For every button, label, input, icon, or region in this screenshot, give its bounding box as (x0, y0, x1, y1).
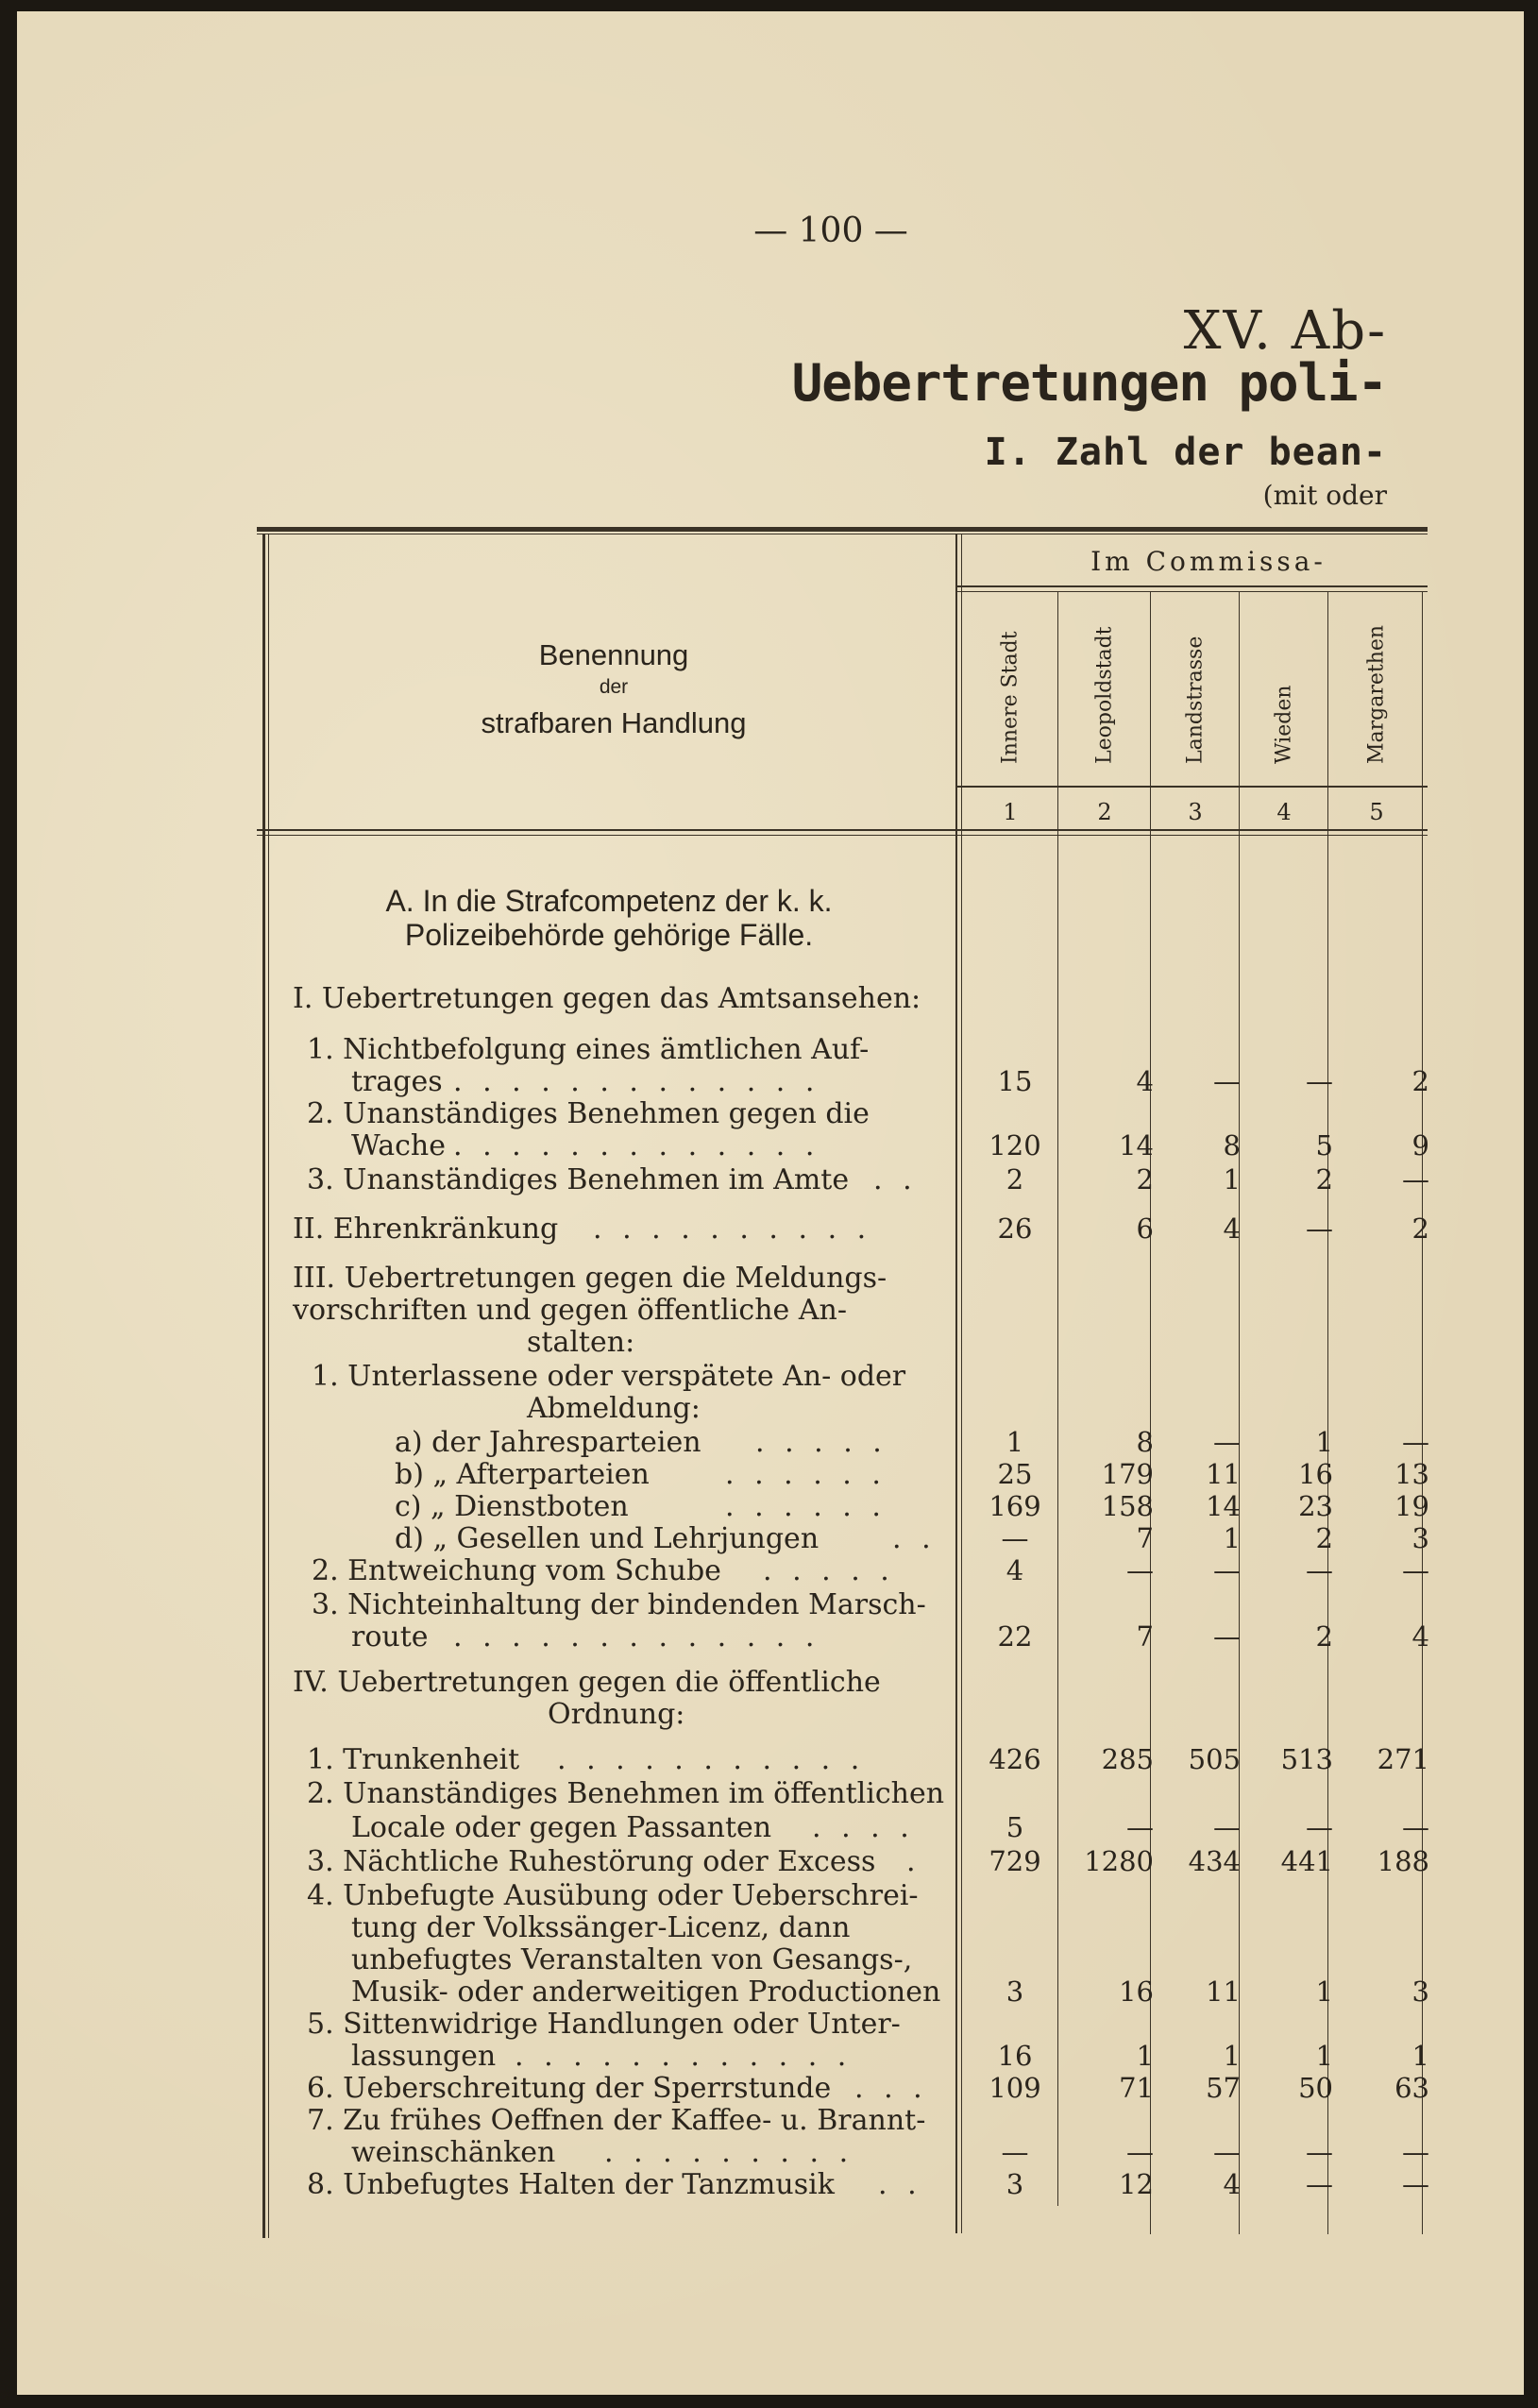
column-number: 1 (1003, 799, 1018, 825)
cell: 4 (1223, 1212, 1241, 1245)
row-label: 8. Unbefugtes Halten der Tanzmusik (307, 2168, 835, 2201)
row-label: 1. Trunkenheit (307, 1743, 520, 1776)
row-label: b) „ Afterparteien (395, 1458, 650, 1491)
cell: 1 (1315, 1976, 1333, 2008)
row-label: 1. Nichtbefolgung eines ämtlichen Auf- (307, 1033, 870, 1066)
row-label: lassungen (351, 2040, 497, 2073)
column-header-margarethen: Margarethen (1364, 624, 1389, 764)
group-heading: I. Uebertretungen gegen das Amtsansehen: (293, 982, 921, 1015)
cell: 57 (1206, 2072, 1241, 2104)
table-row (0, 1522, 1538, 1554)
column-number: 3 (1188, 799, 1203, 825)
cell: — (1213, 1065, 1241, 1097)
cell: — (1306, 1212, 1333, 1245)
table-row (0, 1129, 1538, 1162)
header-handlung: strafbaren Handlung (481, 706, 747, 739)
row-label: Abmeldung: (527, 1392, 701, 1425)
cell: — (1001, 2136, 1029, 2168)
table-subtitle: I. Zahl der bean- (984, 431, 1387, 474)
leader-dots: . . . . . . . . . . . (557, 1743, 866, 1776)
cell: 1 (1315, 1426, 1333, 1458)
cell: 7 (1136, 1620, 1154, 1653)
leader-dots: . . (892, 1522, 937, 1555)
row-label: d) „ Gesellen und Lehrjungen (395, 1522, 820, 1555)
column-header-wieden: Wieden (1272, 685, 1296, 764)
cell: 8 (1136, 1426, 1154, 1458)
table-row (0, 1811, 1538, 1843)
row-label: 6. Ueberschreitung der Sperrstunde (307, 2072, 832, 2105)
cell: 11 (1206, 1458, 1241, 1490)
cell: — (1213, 1554, 1241, 1586)
cell: 8 (1223, 1129, 1241, 1162)
row-label: 1. Unterlassene oder verspätete An- oder (312, 1360, 906, 1393)
row-label: weinschänken (351, 2136, 556, 2169)
cell: — (1402, 2168, 1429, 2200)
cell: 12 (1119, 2168, 1154, 2200)
table-title-line1: XV. Ab- (1183, 300, 1387, 362)
section-a-heading: A. In die Strafcompetenz der k. k. (385, 884, 833, 918)
table-row (0, 1620, 1538, 1653)
cell: 109 (989, 2072, 1041, 2104)
row-label: 5. Sittenwidrige Handlungen oder Unter- (307, 2008, 901, 2041)
cell: 9 (1411, 1129, 1429, 1162)
cell: — (1306, 1065, 1333, 1097)
table-row (0, 1065, 1538, 1097)
leader-dots: . . . . . . . . . . . . . (453, 1620, 820, 1653)
row-label: a) der Jahresparteien (395, 1426, 701, 1459)
table-row (0, 1490, 1538, 1522)
cell: 1 (1006, 1426, 1024, 1458)
cell: 26 (997, 1212, 1033, 1245)
cell: 179 (1101, 1458, 1154, 1490)
cell: 2 (1136, 1163, 1154, 1196)
table-row (0, 1458, 1538, 1490)
cell: 6 (1136, 1212, 1154, 1245)
row-label: tung der Volkssänger-Licenz, dann (351, 1911, 851, 1944)
header-commissariat: Im Commissa- (1090, 546, 1327, 577)
cell: 16 (997, 2040, 1033, 2072)
cell: — (1213, 1620, 1241, 1653)
row-label: Musik- oder anderweitigen Productionen (351, 1976, 941, 2009)
cell: 4 (1223, 2168, 1241, 2200)
cell: — (1402, 1811, 1429, 1843)
cell: 1 (1223, 1163, 1241, 1196)
cell: 2 (1006, 1163, 1024, 1196)
cell: 15 (997, 1065, 1033, 1097)
cell: 1 (1411, 2040, 1429, 2072)
table-row (0, 1554, 1538, 1586)
cell: 14 (1206, 1490, 1241, 1522)
leader-dots: . . . . . (763, 1554, 895, 1587)
group-heading: IV. Uebertretungen gegen die öffentliche (293, 1666, 881, 1699)
leader-dots: . . . (854, 2072, 928, 2105)
table-row (0, 2168, 1538, 2200)
leader-dots: . . . . . . . . . . (593, 1212, 872, 1246)
leader-dots: . . (873, 1163, 918, 1196)
cell: — (1306, 2168, 1333, 2200)
cell: 2 (1315, 1163, 1333, 1196)
table-title-line2: Uebertretungen poli- (791, 353, 1387, 413)
cell: — (1402, 1554, 1429, 1586)
leader-dots: . (906, 1845, 921, 1878)
cell: 3 (1411, 1522, 1429, 1554)
cell: 1280 (1084, 1845, 1154, 1877)
cell: — (1402, 1163, 1429, 1196)
row-label: 2. Unanständiges Benehmen gegen die (307, 1097, 870, 1130)
row-label: Wache (351, 1129, 446, 1162)
row-label: route (351, 1620, 429, 1653)
group-heading-cont: vorschriften und gegen öffentliche An- (293, 1294, 847, 1327)
leader-dots: . . . . . . . . . . . . . (453, 1129, 820, 1162)
cell: 2 (1411, 1212, 1429, 1245)
group-heading-cont: stalten: (527, 1326, 635, 1359)
group-heading: III. Uebertretungen gegen die Meldungs- (293, 1262, 887, 1295)
cell: 50 (1298, 2072, 1333, 2104)
row-label: 3. Nächtliche Ruhestörung oder Excess (307, 1845, 876, 1878)
cell: 1 (1223, 2040, 1241, 2072)
cell: 1 (1223, 1522, 1241, 1554)
column-header-landstrasse: Landstrasse (1183, 636, 1208, 764)
table-row (0, 2136, 1538, 2168)
table-row (0, 1163, 1538, 1196)
row-label: 3. Unanständiges Benehmen im Amte (307, 1163, 850, 1196)
cell: 188 (1377, 1845, 1429, 1877)
table-row (0, 1743, 1538, 1775)
cell: 120 (989, 1129, 1041, 1162)
column-header-innere-stadt: Innere Stadt (998, 631, 1023, 764)
row-label: unbefugtes Veranstalten von Gesangs-, (351, 1943, 913, 1976)
cell: — (1306, 2136, 1333, 2168)
cell: 169 (989, 1490, 1041, 1522)
cell: 13 (1394, 1458, 1429, 1490)
table-row (0, 1212, 1538, 1245)
column-header-leopoldstadt: Leopoldstadt (1092, 626, 1117, 764)
cell: — (1126, 2136, 1154, 2168)
row-label: 4. Unbefugte Ausübung oder Ueberschrei- (307, 1879, 919, 1912)
cell: 4 (1006, 1554, 1024, 1586)
cell: 513 (1280, 1743, 1333, 1775)
cell: 4 (1411, 1620, 1429, 1653)
cell: 11 (1206, 1976, 1241, 2008)
cell: — (1306, 1811, 1333, 1843)
cell: 25 (997, 1458, 1033, 1490)
table-row (0, 2072, 1538, 2104)
cell: — (1402, 1426, 1429, 1458)
cell: 434 (1188, 1845, 1241, 1877)
row-label: 2. Unanständiges Benehmen im öffentlichen (307, 1777, 945, 1810)
row-label: 7. Zu frühes Oeffnen der Kaffee- u. Brannt- (307, 2104, 926, 2137)
cell: 285 (1101, 1743, 1154, 1775)
cell: 4 (1136, 1065, 1154, 1097)
cell: — (1126, 1811, 1154, 1843)
cell: — (1402, 2136, 1429, 2168)
cell: 2 (1315, 1620, 1333, 1653)
cell: 271 (1377, 1743, 1429, 1775)
cell: 3 (1006, 2168, 1024, 2200)
group-heading: II. Ehrenkränkung (293, 1212, 559, 1246)
leader-dots: . . . . (812, 1811, 915, 1844)
cell: 7 (1136, 1522, 1154, 1554)
cell: 71 (1119, 2072, 1154, 2104)
cell: 158 (1101, 1490, 1154, 1522)
leader-dots: . . . . . . . . . . . . (515, 2040, 853, 2073)
cell: 1 (1315, 2040, 1333, 2072)
leader-dots: . . . . . . (725, 1458, 887, 1491)
leader-dots: . . (878, 2168, 922, 2201)
leader-dots: . . . . . . . . . (604, 2136, 854, 2169)
cell: — (1126, 1554, 1154, 1586)
cell: 5 (1006, 1811, 1024, 1843)
cell: 505 (1188, 1743, 1241, 1775)
row-label: 3. Nichteinhaltung der bindenden Marsch- (312, 1588, 926, 1621)
header-benennung: Benennung (538, 638, 689, 671)
cell: 63 (1394, 2072, 1429, 2104)
column-number: 2 (1097, 799, 1112, 825)
cell: 22 (997, 1620, 1033, 1653)
leader-dots: . . . . . . (725, 1490, 887, 1523)
table-row (0, 1426, 1538, 1458)
header-der: der (599, 676, 629, 698)
cell: 1 (1136, 2040, 1154, 2072)
leader-dots: . . . . . . . . . . . . . (453, 1065, 820, 1098)
group-heading-cont: Ordnung: (548, 1698, 685, 1731)
cell: 16 (1119, 1976, 1154, 2008)
cell: 2 (1411, 1065, 1429, 1097)
cell: — (1213, 2136, 1241, 2168)
cell: — (1213, 1811, 1241, 1843)
cell: 729 (989, 1845, 1041, 1877)
row-label: trages (351, 1065, 443, 1098)
table-subtitle-note: (mit oder (1262, 480, 1387, 511)
cell: — (1001, 1522, 1029, 1554)
cell: 441 (1280, 1845, 1333, 1877)
row-label: Locale oder gegen Passanten (351, 1811, 772, 1844)
table-row (0, 1976, 1538, 2008)
cell: 5 (1315, 1129, 1333, 1162)
cell: 2 (1315, 1522, 1333, 1554)
cell: 19 (1394, 1490, 1429, 1522)
cell: 3 (1411, 1976, 1429, 2008)
column-number: 4 (1276, 799, 1292, 825)
cell: 3 (1006, 1976, 1024, 2008)
cell: — (1306, 1554, 1333, 1586)
row-label: c) „ Dienstboten (395, 1490, 629, 1523)
table-row (0, 1845, 1538, 1877)
column-number: 5 (1369, 799, 1384, 825)
page-number: — 100 — (753, 212, 908, 250)
cell: 16 (1298, 1458, 1333, 1490)
cell: — (1213, 1426, 1241, 1458)
row-label: 2. Entweichung vom Schube (312, 1554, 721, 1587)
leader-dots: . . . . . (755, 1426, 887, 1459)
table-row (0, 2040, 1538, 2072)
cell: 426 (989, 1743, 1041, 1775)
section-a-heading-cont: Polizeibehörde gehörige Fälle. (404, 918, 814, 952)
cell: 23 (1298, 1490, 1333, 1522)
cell: 14 (1119, 1129, 1154, 1162)
